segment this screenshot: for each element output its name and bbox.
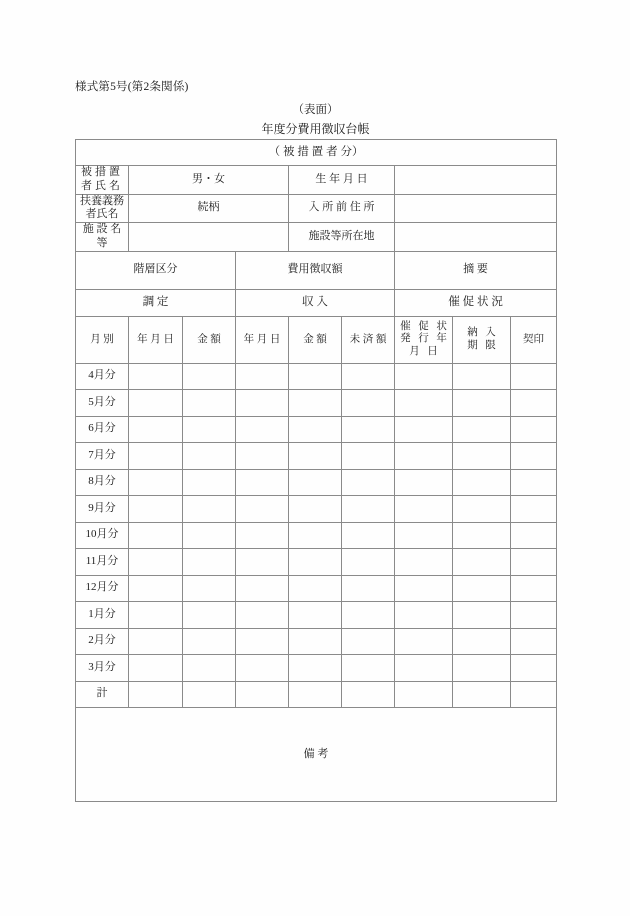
cell-assess-amount[interactable] — [183, 363, 236, 390]
cell-seal[interactable] — [511, 681, 557, 708]
table-row — [76, 655, 557, 682]
table-row — [76, 469, 557, 496]
cell-unpaid-amount[interactable] — [342, 363, 395, 390]
month-label: 11月分 — [76, 549, 129, 576]
cell-income-date[interactable] — [236, 363, 289, 390]
cell-seal[interactable] — [511, 549, 557, 576]
cell-income-amount[interactable] — [289, 443, 342, 470]
cell-income-date[interactable] — [236, 681, 289, 708]
month-label: 6月分 — [76, 416, 129, 443]
info-row-facility — [76, 223, 557, 252]
field-facility-name[interactable] — [129, 223, 289, 252]
cell-reminder-issue-date[interactable] — [395, 655, 453, 682]
cell-assess-amount[interactable] — [183, 443, 236, 470]
month-label: 1月分 — [76, 602, 129, 629]
cell-payment-deadline[interactable] — [453, 549, 511, 576]
cell-assess-date[interactable] — [129, 416, 183, 443]
cell-payment-deadline[interactable] — [453, 469, 511, 496]
payment-deadline-line-1: 納 入 — [467, 327, 499, 339]
cell-seal[interactable] — [511, 390, 557, 417]
column-header-income-amount: 金 額 — [289, 316, 342, 363]
cell-reminder-issue-date[interactable] — [395, 522, 453, 549]
table-row — [76, 575, 557, 602]
cell-income-date[interactable] — [236, 443, 289, 470]
cell-assess-date[interactable] — [129, 655, 183, 682]
label-subject-name: 被措置者氏名 — [76, 166, 129, 195]
cell-income-date[interactable] — [236, 496, 289, 523]
cell-income-date[interactable] — [236, 416, 289, 443]
cell-income-amount[interactable] — [289, 602, 342, 629]
cell-income-amount[interactable] — [289, 655, 342, 682]
column-header-month: 月 別 — [76, 316, 129, 363]
cell-income-amount[interactable] — [289, 496, 342, 523]
cell-assess-date[interactable] — [129, 496, 183, 523]
cell-unpaid-amount[interactable] — [342, 496, 395, 523]
cell-assess-date[interactable] — [129, 469, 183, 496]
page-title: 年度分費用徴収台帳 — [261, 122, 370, 136]
field-collection-amount[interactable]: 費用徴収額 — [236, 251, 395, 289]
cell-reminder-issue-date[interactable] — [395, 390, 453, 417]
month-label: 5月分 — [76, 390, 129, 417]
cell-payment-deadline[interactable] — [453, 655, 511, 682]
cell-unpaid-amount[interactable] — [342, 602, 395, 629]
cell-reminder-issue-date[interactable] — [395, 469, 453, 496]
table-row — [76, 416, 557, 443]
cost-collection-ledger-table — [75, 139, 557, 802]
column-header-unpaid-amount: 未 済 額 — [342, 316, 395, 363]
month-label: 4月分 — [76, 363, 129, 390]
month-label: 10月分 — [76, 522, 129, 549]
cell-assess-amount[interactable] — [183, 602, 236, 629]
group-header-row — [76, 289, 557, 316]
field-subject-gender[interactable]: 男・女 — [129, 166, 289, 195]
reminder-issue-date-line-1: 催 促 状 — [400, 320, 450, 332]
cell-reminder-issue-date[interactable] — [395, 575, 453, 602]
column-header-assess-amount: 金 額 — [183, 316, 236, 363]
cell-seal[interactable] — [511, 575, 557, 602]
cell-income-amount[interactable] — [289, 549, 342, 576]
cell-unpaid-amount[interactable] — [342, 549, 395, 576]
month-label: 12月分 — [76, 575, 129, 602]
cell-seal[interactable] — [511, 469, 557, 496]
cell-income-amount[interactable] — [289, 575, 342, 602]
cell-seal[interactable] — [511, 655, 557, 682]
cell-reminder-issue-date[interactable] — [395, 496, 453, 523]
form-number: 様式第5号(第2条関係) — [75, 81, 189, 93]
cell-income-date[interactable] — [236, 390, 289, 417]
table-row-total — [76, 681, 557, 708]
cell-payment-deadline[interactable] — [453, 363, 511, 390]
cell-reminder-issue-date[interactable] — [395, 363, 453, 390]
cell-assess-amount[interactable] — [183, 496, 236, 523]
cell-payment-deadline[interactable] — [453, 602, 511, 629]
cell-assess-amount[interactable] — [183, 549, 236, 576]
field-class-division[interactable]: 階層区分 — [76, 251, 236, 289]
column-header-assess-date: 年 月 日 — [129, 316, 183, 363]
cell-payment-deadline[interactable] — [453, 496, 511, 523]
cell-assess-amount[interactable] — [183, 681, 236, 708]
cell-seal[interactable] — [511, 416, 557, 443]
cell-payment-deadline[interactable] — [453, 628, 511, 655]
cell-income-date[interactable] — [236, 549, 289, 576]
cell-payment-deadline[interactable] — [453, 390, 511, 417]
cell-seal[interactable] — [511, 496, 557, 523]
cell-assess-date[interactable] — [129, 602, 183, 629]
group-header-assessment: 調 定 — [76, 289, 236, 316]
cell-payment-deadline[interactable] — [453, 443, 511, 470]
cell-income-amount[interactable] — [289, 363, 342, 390]
cell-assess-amount[interactable] — [183, 390, 236, 417]
band-row — [76, 251, 557, 289]
cell-assess-amount[interactable] — [183, 522, 236, 549]
cell-assess-date[interactable] — [129, 575, 183, 602]
field-facility-address[interactable] — [395, 223, 557, 252]
cell-unpaid-amount[interactable] — [342, 522, 395, 549]
cell-assess-amount[interactable] — [183, 416, 236, 443]
cell-assess-amount[interactable] — [183, 628, 236, 655]
cell-income-date[interactable] — [236, 575, 289, 602]
cell-income-date[interactable] — [236, 628, 289, 655]
cell-income-amount[interactable] — [289, 522, 342, 549]
cell-assess-amount[interactable] — [183, 575, 236, 602]
field-birth-date[interactable] — [395, 166, 557, 195]
cell-payment-deadline[interactable] — [453, 522, 511, 549]
cell-unpaid-amount[interactable] — [342, 390, 395, 417]
reminder-issue-date-line-2: 発 行 年 — [400, 333, 450, 345]
label-birth-date: 生 年 月 日 — [289, 166, 395, 195]
cell-income-date[interactable] — [236, 469, 289, 496]
cell-unpaid-amount[interactable] — [342, 443, 395, 470]
table-row — [76, 522, 557, 549]
cell-unpaid-amount[interactable] — [342, 416, 395, 443]
cell-unpaid-amount[interactable] — [342, 681, 395, 708]
cell-income-date[interactable] — [236, 522, 289, 549]
cell-unpaid-amount[interactable] — [342, 628, 395, 655]
group-header-income: 収 入 — [236, 289, 395, 316]
section-header: （ 被 措 置 者 分） — [76, 140, 557, 166]
month-label: 9月分 — [76, 496, 129, 523]
table-row — [76, 363, 557, 390]
total-label: 計 — [76, 681, 129, 708]
table-row — [76, 443, 557, 470]
cell-assess-date[interactable] — [129, 363, 183, 390]
field-band-remarks[interactable]: 摘 要 — [395, 251, 557, 289]
column-header-income-date: 年 月 日 — [236, 316, 289, 363]
month-label: 8月分 — [76, 469, 129, 496]
cell-seal[interactable] — [511, 443, 557, 470]
cell-unpaid-amount[interactable] — [342, 655, 395, 682]
cell-seal[interactable] — [511, 363, 557, 390]
cell-assess-amount[interactable] — [183, 655, 236, 682]
cell-assess-amount[interactable] — [183, 469, 236, 496]
month-label: 7月分 — [76, 443, 129, 470]
label-supporter-name: 扶養義務者氏名 — [76, 194, 129, 223]
cell-reminder-issue-date[interactable] — [395, 628, 453, 655]
cell-income-amount[interactable] — [289, 469, 342, 496]
cell-income-amount[interactable] — [289, 628, 342, 655]
cell-assess-date[interactable] — [129, 681, 183, 708]
column-header-row — [76, 316, 557, 363]
cell-income-amount[interactable] — [289, 416, 342, 443]
cell-reminder-issue-date[interactable] — [395, 602, 453, 629]
table-row — [76, 628, 557, 655]
cell-assess-date[interactable] — [129, 390, 183, 417]
cell-assess-date[interactable] — [129, 549, 183, 576]
column-header-reminder-issue-date — [395, 316, 453, 363]
table-row — [76, 390, 557, 417]
cell-reminder-issue-date[interactable] — [395, 443, 453, 470]
cell-assess-date[interactable] — [129, 522, 183, 549]
cell-unpaid-amount[interactable] — [342, 575, 395, 602]
cell-assess-date[interactable] — [129, 443, 183, 470]
group-header-reminder-status: 催 促 状 況 — [395, 289, 557, 316]
table-row — [76, 496, 557, 523]
cell-seal[interactable] — [511, 602, 557, 629]
reminder-issue-date-line-3: 月 日 — [409, 345, 441, 357]
cell-reminder-issue-date[interactable] — [395, 681, 453, 708]
cell-payment-deadline[interactable] — [453, 681, 511, 708]
info-row-subject — [76, 166, 557, 195]
cell-seal[interactable] — [511, 628, 557, 655]
cell-assess-date[interactable] — [129, 628, 183, 655]
cell-income-amount[interactable] — [289, 390, 342, 417]
cell-reminder-issue-date[interactable] — [395, 549, 453, 576]
cell-income-date[interactable] — [236, 602, 289, 629]
cell-payment-deadline[interactable] — [453, 575, 511, 602]
column-header-seal: 契印 — [511, 316, 557, 363]
remarks-row — [76, 708, 557, 802]
month-label: 2月分 — [76, 628, 129, 655]
label-facility-address: 施設等所在地 — [289, 223, 395, 252]
cell-income-date[interactable] — [236, 655, 289, 682]
label-previous-address: 入 所 前 住 所 — [289, 194, 395, 223]
cell-seal[interactable] — [511, 522, 557, 549]
cell-payment-deadline[interactable] — [453, 416, 511, 443]
cell-unpaid-amount[interactable] — [342, 469, 395, 496]
table-row — [76, 602, 557, 629]
info-row-supporter — [76, 194, 557, 223]
remarks-field[interactable]: 備 考 — [76, 708, 557, 802]
field-relationship[interactable]: 続柄 — [129, 194, 289, 223]
field-previous-address[interactable] — [395, 194, 557, 223]
month-label: 3月分 — [76, 655, 129, 682]
table-row — [76, 549, 557, 576]
label-facility-name: 施 設 名 等 — [76, 223, 129, 252]
cell-reminder-issue-date[interactable] — [395, 416, 453, 443]
payment-deadline-line-2: 期 限 — [467, 339, 499, 351]
cell-income-amount[interactable] — [289, 681, 342, 708]
side-label: （表面） — [292, 104, 339, 116]
column-header-payment-deadline — [453, 316, 511, 363]
